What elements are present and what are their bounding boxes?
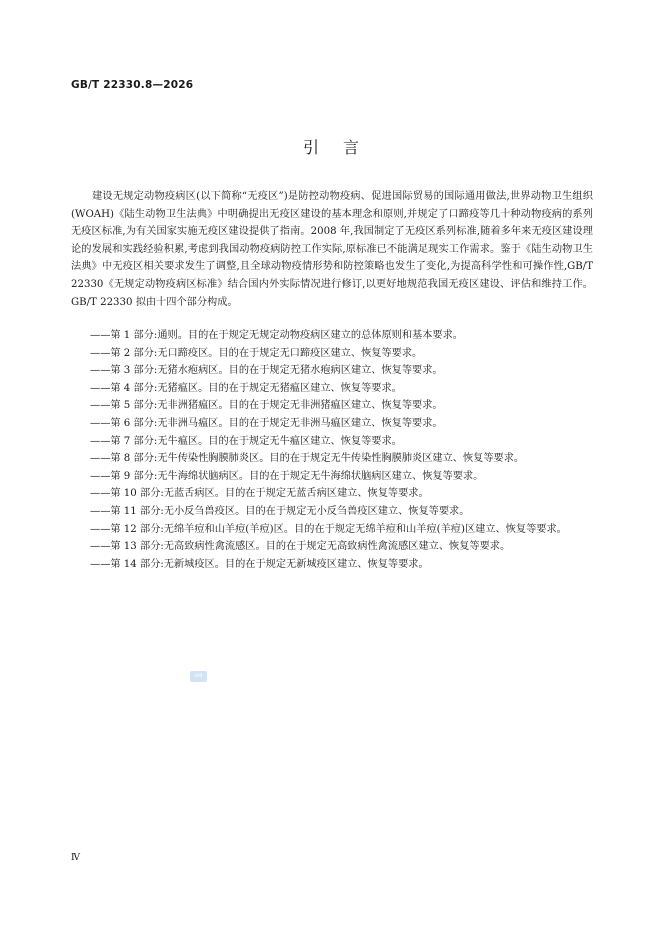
page-title: 引言 xyxy=(302,138,383,157)
parts-list xyxy=(71,327,593,573)
list-item: ——第 3 部分:无猪水疱病区。目的在于规定无猪水疱病区建立、恢复等要求。 xyxy=(90,365,443,377)
list-item: ——第 5 部分:无非洲猪瘟区。目的在于规定无非洲猪瘟区建立、恢复等要求。 xyxy=(90,400,443,412)
list-item: ——第 6 部分:无非洲马瘟区。目的在于规定无非洲马瘟区建立、恢复等要求。 xyxy=(90,417,443,429)
list-item: ——第 8 部分:无牛传染性胸膜肺炎区。目的在于规定无牛传染性胸膜肺炎区建立、恢复等要求。 xyxy=(90,453,525,465)
list-item: ——第 1 部分:通则。目的在于规定无规定动物疫病区建立的总体原则和基本要求。 xyxy=(90,330,463,341)
intro-paragraph: 建设无规定动物疫病区(以下简称“无疫区”)是防控动物疫病、促进国际贸易的国际通用做法,世界动物卫生组织(WOAH)《陆生动物卫生法典》中明确提出无疫区建设的基本理念和原则,并规定了口蹄疫等几十种动物疫病的系列无疫区标准,为有关国家实施无疫区建设提供了指南。2008 年,我国制定了无疫区系列标准,随着多年来无疫区建设理论的发展和实践经验积累,考虑到我国动物疫病防控工作实际,原标准已不能满足现实工作需求。鉴于《陆生动物卫生法典》中无疫区相关要求发生了调整,且全球动物疫情形势和防控策略也发生了变化,为提高科学性和可操作性,GB/T 22330《无规定动物疫病区标准》结合国内外实际情况进行修订,以更好地规范我国无疫区建设、评估和维持工作。GB/T 22330 拟由十四个部分构成。 xyxy=(71,191,593,308)
list-item: ——第 4 部分:无猪瘟区。目的在于规定无猪瘟区建立、恢复等要求。 xyxy=(90,382,402,394)
list-item: ——第 12 部分:无绵羊痘和山羊痘(羊痘)区。目的在于规定无绵羊痘和山羊痘(羊痘)区建立、恢复等要求。 xyxy=(90,523,567,535)
list-item: ——第 2 部分:无口蹄疫区。目的在于规定无口蹄疫区建立、恢复等要求。 xyxy=(90,347,423,359)
list-item: ——第 10 部分:无蓝舌病区。目的在于规定无蓝舌病区建立、恢复等要求。 xyxy=(90,488,429,500)
watermark-logo: std xyxy=(190,671,207,682)
page-number: Ⅳ xyxy=(71,853,80,863)
list-item: ——第 7 部分:无牛瘟区。目的在于规定无牛瘟区建立、恢复等要求。 xyxy=(90,435,402,447)
list-item: ——第 14 部分:无新城疫区。目的在于规定无新城疫区建立、恢复等要求。 xyxy=(90,558,429,570)
list-item: ——第 9 部分:无牛海绵状脑病区。目的在于规定无牛海绵状脑病区建立、恢复等要求。 xyxy=(90,470,484,482)
list-item: ——第 11 部分:无小反刍兽疫区。目的在于规定无小反刍兽疫区建立、恢复等要求。 xyxy=(90,505,470,517)
list-item: ——第 13 部分:无高致病性禽流感区。目的在于规定无高致病性禽流感区建立、恢复等要求。 xyxy=(90,541,511,553)
standard-code: GB/T 22330.8—2026 xyxy=(71,79,194,91)
